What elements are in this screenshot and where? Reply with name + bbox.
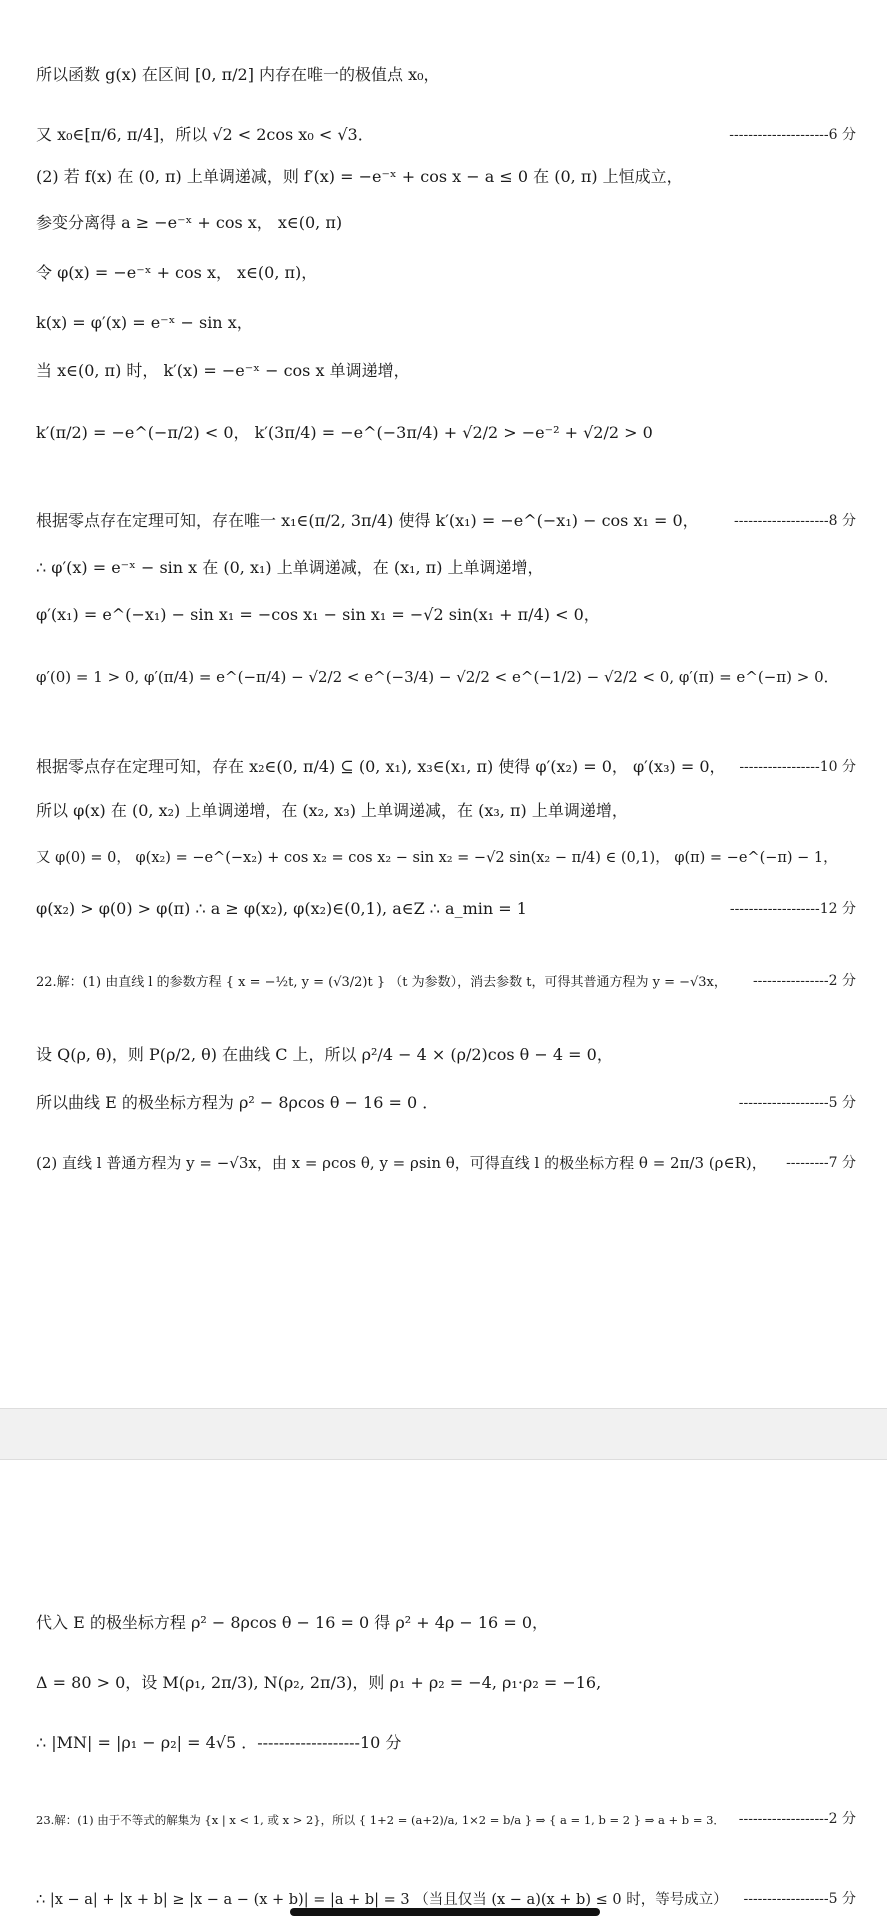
solution-line: k(x) = φ′(x) = e⁻ˣ − sin x， (36, 313, 253, 332)
solution-line: Δ = 80 > 0，设 M(ρ₁, 2π/3), N(ρ₂, 2π/3)，则 ρ₁ + ρ₂ = −4, ρ₁·ρ₂ = −16, (36, 1673, 602, 1692)
solution-line: 根据零点存在定理可知，存在唯一 x₁∈(π/2, 3π/4) 使得 k′(x₁) = −e^(−x₁) − cos x₁ = 0， --------------------8 分 (36, 511, 856, 530)
solution-page-2 (0, 1460, 887, 1920)
solution-line: (2) 直线 l 普通方程为 y = −√3x，由 x = ρcos θ, y = ρsin θ，可得直线 l 的极坐标方程 θ = 2π/3 (ρ∈R)， ---------7 分 (36, 1154, 856, 1172)
page-separator (0, 1408, 887, 1460)
solution-line: 所以 φ(x) 在 (0, x₂) 上单调递增，在 (x₂, x₃) 上单调递减，在 (x₃, π) 上单调递增， (36, 801, 628, 820)
solution-line: 代入 E 的极坐标方程 ρ² − 8ρcos θ − 16 = 0 得 ρ² + 4ρ − 16 = 0， (36, 1613, 548, 1632)
solution-line: ∴ |x − a| + |x + b| ≥ |x − a − (x + b)| = |a + b| = 3 （当且仅当 (x − a)(x + b) ≤ 0 时，等号成立） ------------------5 分 (36, 1888, 856, 1911)
solution-line: 令 φ(x) = −e⁻ˣ + cos x， x∈(0, π)， (36, 263, 318, 282)
score-mark: ------------------5 分 (743, 1891, 856, 1907)
score-mark: ---------7 分 (786, 1155, 856, 1171)
solution-line: k′(π/2) = −e^(−π/2) < 0， k′(3π/4) = −e^(−3π/4) + √2/2 > −e⁻² + √2/2 > 0 (36, 423, 653, 442)
score-mark: --------------------8 分 (734, 513, 856, 529)
score-mark: -------------------12 分 (729, 901, 856, 917)
solution-line: 根据零点存在定理可知，存在 x₂∈(0, π/4) ⊆ (0, x₁), x₃∈(x₁, π) 使得 φ′(x₂) = 0， φ′(x₃) = 0， -----------------10 分 (36, 757, 856, 776)
solution-line: 又 x₀∈[π/6, π/4]，所以 √2 < 2cos x₀ < √3． ---------------------6 分 (36, 125, 856, 144)
score-mark: -------------------2 分 (738, 1811, 856, 1827)
score-mark: -----------------10 分 (739, 759, 856, 775)
solution-line: 23.解：(1) 由于不等式的解集为 {x | x < 1, 或 x > 2}，所以 { 1+2 = (a+2)/a, 1×2 = b/a } ⇒ { a = 1, b = 2 } ⇒ a + b = 3． -------------------2 分 (36, 1808, 856, 1831)
score-mark: -------------------5 分 (738, 1095, 856, 1111)
solution-line: 当 x∈(0, π) 时， k′(x) = −e⁻ˣ − cos x 单调递增， (36, 361, 410, 380)
solution-line: 设 Q(ρ, θ)，则 P(ρ/2, θ) 在曲线 C 上，所以 ρ²/4 − 4 × (ρ/2)cos θ − 4 = 0， (36, 1045, 613, 1064)
solution-line: ∴ φ′(x) = e⁻ˣ − sin x 在 (0, x₁) 上单调递减，在 (x₁, π) 上单调递增， (36, 558, 544, 577)
solution-line: 又 φ(0) = 0， φ(x₂) = −e^(−x₂) + cos x₂ = cos x₂ − sin x₂ = −√2 sin(x₂ − π/4) ∈ (0,1)， φ(π) = −e^(−π) − 1， (36, 850, 838, 866)
solution-line: ∴ |MN| = |ρ₁ − ρ₂| = 4√5 ．-------------------10 分 (36, 1733, 402, 1752)
score-mark: ----------------2 分 (752, 973, 856, 989)
solution-line: φ(x₂) > φ(0) > φ(π) ∴ a ≥ φ(x₂), φ(x₂)∈(0,1), a∈Z ∴ a_min = 1 -------------------12 分 (36, 899, 856, 918)
solution-line: φ′(x₁) = e^(−x₁) − sin x₁ = −cos x₁ − sin x₁ = −√2 sin(x₁ + π/4) < 0， (36, 605, 600, 624)
solution-line: (2) 若 f(x) 在 (0, π) 上单调递减，则 f′(x) = −e⁻ˣ + cos x − a ≤ 0 在 (0, π) 上恒成立， (36, 167, 683, 186)
solution-line: 22.解：(1) 由直线 l 的参数方程 { x = −½t, y = (√3/2)t } （t 为参数），消去参数 t，可得其普通方程为 y = −√3x， ----------------2 分 (36, 970, 856, 994)
solution-line: 参变分离得 a ≥ −e⁻ˣ + cos x， x∈(0, π) (36, 213, 343, 232)
home-indicator[interactable] (290, 1908, 600, 1916)
solution-line: φ′(0) = 1 > 0, φ′(π/4) = e^(−π/4) − √2/2 < e^(−3/4) − √2/2 < e^(−1/2) − √2/2 < 0, φ′(π) = e^(−π) > 0． (36, 668, 839, 686)
score-mark: ---------------------6 分 (729, 127, 856, 143)
solution-line: 所以函数 g(x) 在区间 [0, π/2] 内存在唯一的极值点 x₀， (36, 65, 440, 84)
solution-line: 所以曲线 E 的极坐标方程为 ρ² − 8ρcos θ − 16 = 0 ． -------------------5 分 (36, 1093, 856, 1112)
